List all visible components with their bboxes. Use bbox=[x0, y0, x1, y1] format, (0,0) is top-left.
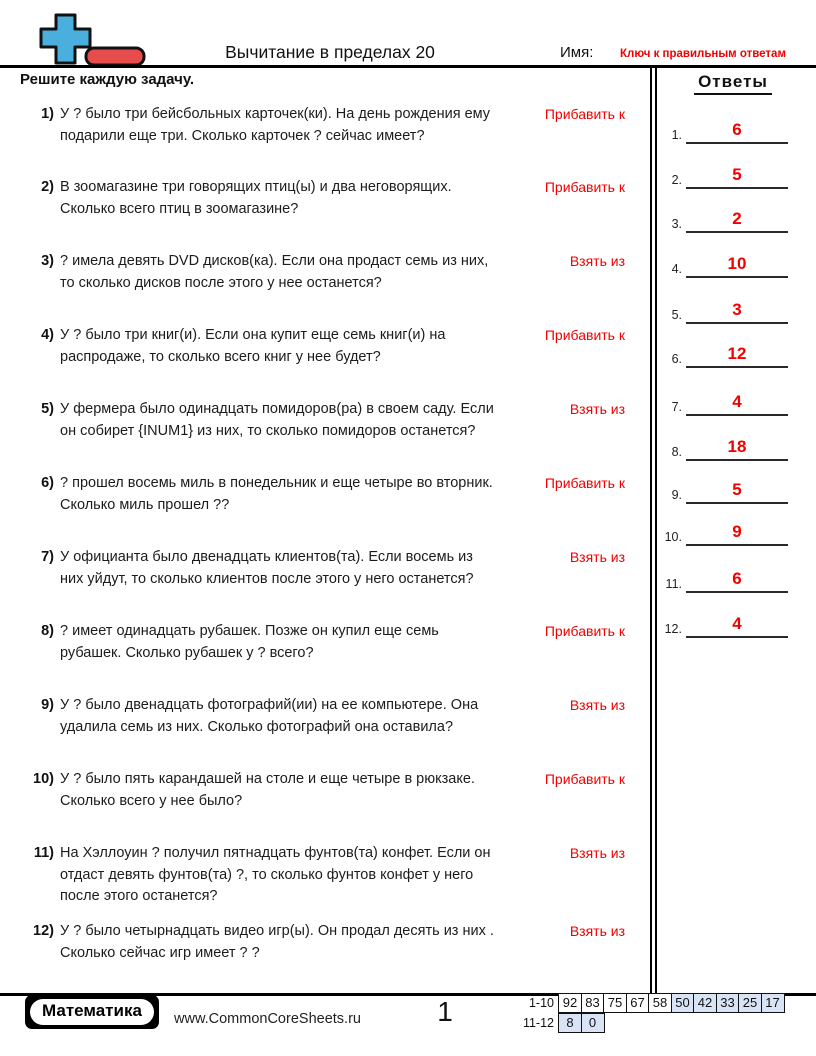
answer-blank-line bbox=[686, 466, 788, 504]
header-divider bbox=[0, 65, 816, 68]
answer-number: 12. bbox=[664, 622, 682, 636]
answer-value: 9 bbox=[732, 522, 742, 541]
answer-blank-line bbox=[686, 330, 788, 368]
score-cell: 17 bbox=[761, 993, 785, 1013]
name-label: Имя: bbox=[560, 44, 594, 61]
operation-tag: Взять из bbox=[569, 401, 625, 417]
answer-blank-line bbox=[686, 508, 788, 546]
answer-value: 4 bbox=[732, 392, 742, 411]
answer-blank-line bbox=[686, 240, 788, 278]
subject-badge bbox=[25, 995, 159, 1029]
operation-tag: Прибавить к bbox=[544, 327, 625, 343]
score-range-label: 11-12 bbox=[522, 1016, 554, 1030]
answer-row-4 bbox=[658, 240, 790, 278]
problem-text: У официанта было двенадцать клиентов(та). Если восемь из них уйдут, то сколько клиентов после этого у него останется? bbox=[60, 549, 474, 587]
operation-tag: Взять из bbox=[569, 697, 625, 713]
operation-tag: Прибавить к bbox=[544, 623, 625, 639]
score-cell: 0 bbox=[581, 1013, 605, 1033]
answer-number: 6. bbox=[671, 352, 682, 366]
answer-blank-line bbox=[686, 555, 788, 593]
answer-value: 5 bbox=[732, 165, 742, 184]
score-cell: 8 bbox=[558, 1013, 582, 1033]
answer-blank-line bbox=[686, 195, 788, 233]
instruction-text: Решите каждую задачу. bbox=[20, 71, 195, 88]
answer-blank-line bbox=[686, 286, 788, 324]
score-cell: 58 bbox=[648, 993, 672, 1013]
answer-row-5 bbox=[658, 286, 790, 324]
problem-text: ? имела девять DVD дисков(ка). Если она продаст семь из них, то сколько дисков после этого у нее останется? bbox=[60, 253, 489, 291]
answer-number: 7. bbox=[671, 400, 682, 414]
answer-blank-line bbox=[686, 423, 788, 461]
problem-number: 5) bbox=[41, 401, 54, 417]
answer-blank-line bbox=[686, 151, 788, 189]
answer-row-9 bbox=[658, 466, 790, 504]
answers-heading-label: Ответы bbox=[694, 72, 772, 95]
problem-number: 11) bbox=[33, 845, 54, 861]
problem-number: 12) bbox=[33, 923, 54, 939]
problem-text: У ? было три книг(и). Если она купит еще семь книг(и) на распродаже, то сколько всего книг у нее будет? bbox=[60, 327, 446, 365]
answer-value: 6 bbox=[732, 569, 742, 588]
answer-row-6 bbox=[658, 330, 790, 368]
problem-text: У ? было четырнадцать видео игр(ы). Он продал десять из них . Сколько сейчас игр имеет ? ? bbox=[60, 923, 494, 961]
problem-number: 4) bbox=[41, 327, 54, 343]
problem-text: У ? было двенадцать фотографий(ии) на ее компьютере. Она удалила семь из них. Сколько фотографий она оставила? bbox=[60, 697, 479, 735]
answers-divider bbox=[650, 68, 657, 993]
operation-tag: Прибавить к bbox=[544, 106, 625, 122]
problem-number: 1) bbox=[41, 106, 54, 122]
problem-text: ? прошел восемь миль в понедельник и еще четыре во вторник. Сколько миль прошел ?? bbox=[60, 475, 493, 513]
score-cell: 25 bbox=[738, 993, 762, 1013]
answer-value: 18 bbox=[727, 437, 747, 456]
worksheet-title: Вычитание в пределах 20 bbox=[225, 42, 435, 62]
answer-value: 3 bbox=[732, 300, 742, 319]
problem-text: В зоомагазине три говорящих птиц(ы) и два неговорящих. Сколько всего птиц в зоомагазине? bbox=[60, 179, 452, 217]
operation-tag: Прибавить к bbox=[544, 179, 625, 195]
score-row-1-10 bbox=[505, 993, 785, 1013]
answer-row-3 bbox=[658, 195, 790, 233]
operation-tag: Взять из bbox=[569, 923, 625, 939]
operation-tag: Взять из bbox=[569, 549, 625, 565]
score-cell: 67 bbox=[626, 993, 650, 1013]
answer-number: 4. bbox=[671, 262, 682, 276]
answer-blank-line bbox=[686, 378, 788, 416]
answer-number: 5. bbox=[671, 308, 682, 322]
answer-row-1 bbox=[658, 106, 790, 144]
operation-tag: Прибавить к bbox=[544, 475, 625, 491]
answer-number: 8. bbox=[671, 445, 682, 459]
answer-number: 11. bbox=[665, 577, 682, 591]
answer-row-8 bbox=[658, 423, 790, 461]
problem-number: 10) bbox=[33, 771, 54, 787]
answer-value: 10 bbox=[727, 254, 747, 273]
answer-value: 5 bbox=[732, 480, 742, 499]
problem-number: 9) bbox=[41, 697, 54, 713]
score-cell: 83 bbox=[581, 993, 605, 1013]
answer-value: 4 bbox=[732, 614, 742, 633]
answer-value: 12 bbox=[727, 344, 747, 363]
operation-tag: Взять из bbox=[569, 845, 625, 861]
answer-row-10 bbox=[658, 508, 790, 546]
problem-text: ? имеет одинадцать рубашек. Позже он купил еще семь рубашек. Сколько рубашек у ? всего? bbox=[60, 623, 439, 661]
answer-row-7 bbox=[658, 378, 790, 416]
answer-number: 3. bbox=[671, 217, 682, 231]
score-cell: 92 bbox=[558, 993, 582, 1013]
problem-number: 2) bbox=[41, 179, 54, 195]
problem-text: На Хэллоуин ? получил пятнадцать фунтов(та) конфет. Если он отдаст девять фунтов(та) ?, то сколько фунтов конфет у него после этого останется? bbox=[60, 845, 491, 904]
answer-row-11 bbox=[658, 555, 790, 593]
answer-number: 10. bbox=[664, 530, 682, 544]
subject-badge-label: Математика bbox=[30, 999, 154, 1025]
problem-text: У ? было пять карандашей на столе и еще четыре в рюкзаке. Сколько всего у нее было? bbox=[60, 771, 475, 809]
problem-text: У фермера было одинадцать помидоров(ра) в своем саду. Если он собирет {INUM1} из них, то сколько помидоров останется? bbox=[60, 401, 494, 439]
score-cell: 75 bbox=[603, 993, 627, 1013]
score-row-11-12 bbox=[505, 1013, 785, 1033]
answer-number: 9. bbox=[671, 488, 682, 502]
score-cell: 42 bbox=[693, 993, 717, 1013]
answer-value: 6 bbox=[732, 120, 742, 139]
score-range-label: 1-10 bbox=[528, 996, 554, 1010]
answer-key-label: Ключ к правильным ответам bbox=[620, 48, 786, 60]
answer-number: 2. bbox=[671, 173, 682, 187]
answer-blank-line bbox=[686, 600, 788, 638]
page-number: 1 bbox=[437, 996, 453, 1027]
operation-tag: Взять из bbox=[569, 253, 625, 269]
answer-row-2 bbox=[658, 151, 790, 189]
problem-number: 3) bbox=[41, 253, 54, 269]
problem-number: 6) bbox=[41, 475, 54, 491]
answer-row-12 bbox=[658, 600, 790, 638]
problem-number: 7) bbox=[41, 549, 54, 565]
operation-tag: Прибавить к bbox=[544, 771, 625, 787]
answer-number: 1. bbox=[671, 128, 682, 142]
problem-text: У ? было три бейсбольных карточек(ки). На день рождения ему подарили еще три. Сколько карточек ? сейчас имеет? bbox=[60, 106, 491, 144]
score-cell: 50 bbox=[671, 993, 695, 1013]
website-text: www.CommonCoreSheets.ru bbox=[174, 1011, 361, 1027]
answer-blank-line bbox=[686, 106, 788, 144]
problem-number: 8) bbox=[41, 623, 54, 639]
answer-value: 2 bbox=[732, 209, 742, 228]
answers-heading bbox=[660, 72, 806, 92]
score-cell: 33 bbox=[716, 993, 740, 1013]
score-table bbox=[505, 993, 785, 1033]
